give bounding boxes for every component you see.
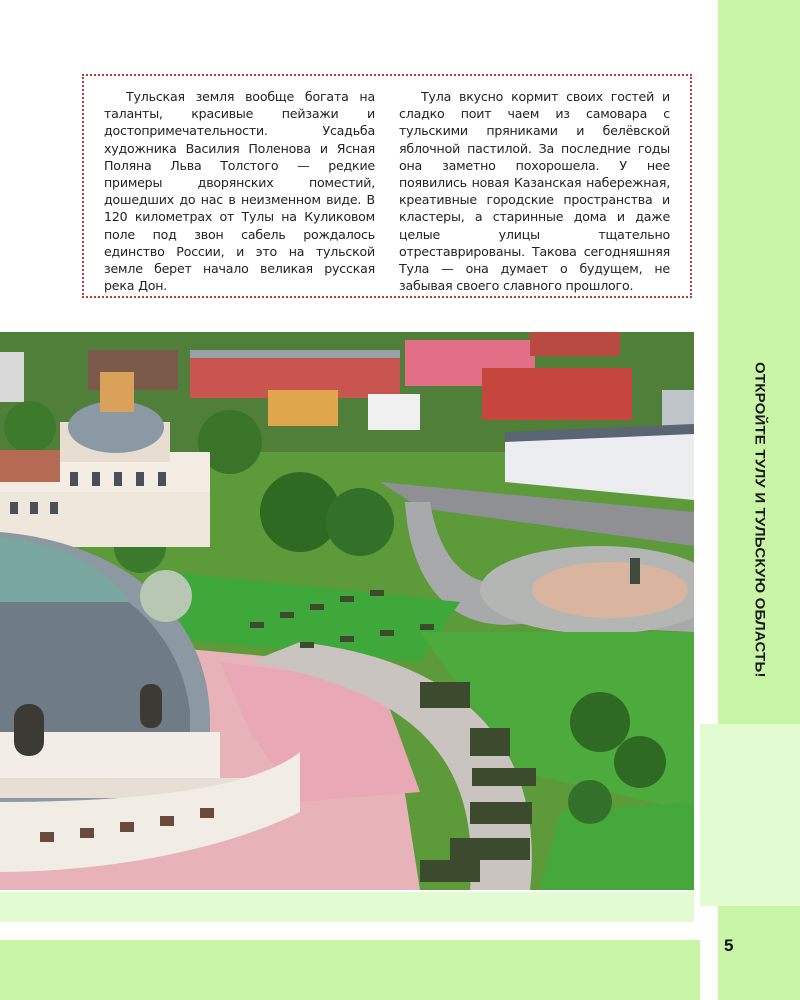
article-text-box [82,74,692,298]
aerial-photo [0,332,694,890]
sidebar-title: ОТКРОЙТЕ ТУЛУ И ТУЛЬСКУЮ ОБЛАСТЬ! [751,362,767,678]
aerial-photo-illustration [0,332,694,890]
article-column-left: Тульская земля вообще богата на таланты, красивые пейзажи и достопримечательности. Усадьба художника Василия Поленова и Ясная Поляна Льва Толстого — редкие примеры дворянских поместий, дошедших до нас в неизменном виде. В 120 километрах от Тулы на Куликовом поле под звон сабель рождалось единство России, и это на тульской земле берет начало великая русская река Дон. [104,89,375,294]
article-column-right: Тула вкусно кормит своих гостей и сладко поит чаем из самовара с тульскими пряниками и белёвской яблочной пастилой. За последние годы она заметно похорошела. У нее появились новая Казанская набережная, креативные городские пространства и кластеры, а старинные дома и даже целые улицы тщательно отреставрированы. Такова сегодняшняя Тула — она думает о будущем, не забывая своего славного прошлого. [399,89,670,294]
sidebar-title-wrap [718,330,800,710]
bottom-band-strong [0,940,700,1000]
page-number: 5 [724,936,734,955]
bottom-band-light [0,892,694,922]
sidebar-light-block [700,724,800,906]
